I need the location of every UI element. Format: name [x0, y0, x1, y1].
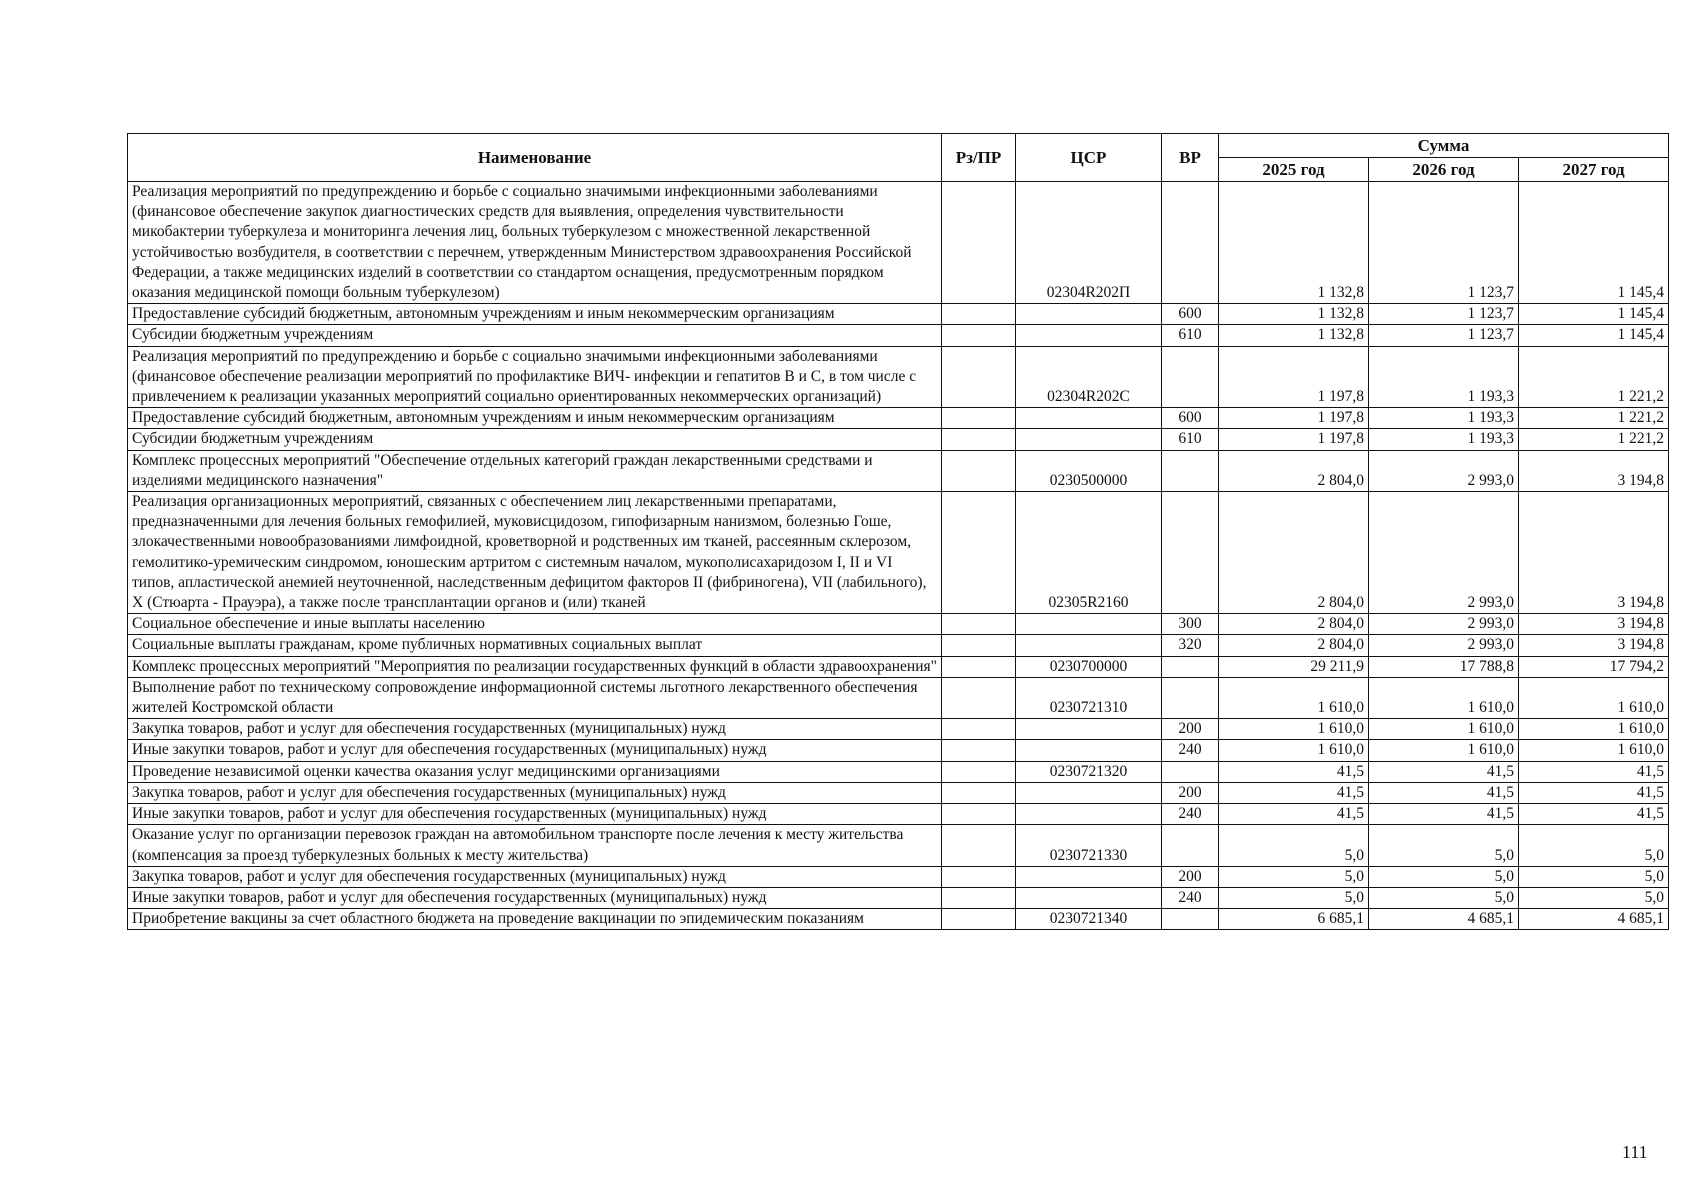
table-row [128, 909, 1669, 930]
table-row [128, 182, 1669, 304]
cell-name: Социальное обеспечение и иные выплаты населению [128, 614, 942, 635]
cell-2027: 1 145,4 [1519, 304, 1669, 325]
cell-csr [1016, 887, 1162, 908]
cell-vr [1162, 182, 1219, 304]
cell-vr: 600 [1162, 408, 1219, 429]
cell-name: Закупка товаров, работ и услуг для обеспечения государственных (муниципальных) нужд [128, 719, 942, 740]
cell-name: Проведение независимой оценки качества оказания услуг медицинскими организациями [128, 761, 942, 782]
cell-rzpr [942, 719, 1016, 740]
cell-2025: 1 610,0 [1219, 677, 1369, 718]
cell-csr [1016, 782, 1162, 803]
cell-2027: 3 194,8 [1519, 492, 1669, 614]
cell-csr [1016, 614, 1162, 635]
cell-vr: 240 [1162, 887, 1219, 908]
cell-csr: 0230721330 [1016, 825, 1162, 866]
cell-name: Комплекс процессных мероприятий "Обеспечение отдельных категорий граждан лекарственными средствами и изделиями медицинского назначения" [128, 450, 942, 491]
cell-vr: 240 [1162, 804, 1219, 825]
cell-2025: 1 132,8 [1219, 325, 1369, 346]
cell-rzpr [942, 656, 1016, 677]
cell-2027: 1 610,0 [1519, 677, 1669, 718]
cell-2025: 1 610,0 [1219, 719, 1369, 740]
cell-csr: 0230700000 [1016, 656, 1162, 677]
cell-csr [1016, 429, 1162, 450]
header-sum: Сумма [1219, 134, 1669, 158]
table-row [128, 492, 1669, 614]
cell-csr: 02304R202П [1016, 182, 1162, 304]
cell-2027: 1 610,0 [1519, 719, 1669, 740]
cell-2027: 41,5 [1519, 761, 1669, 782]
cell-2025: 2 804,0 [1219, 492, 1369, 614]
cell-name: Иные закупки товаров, работ и услуг для обеспечения государственных (муниципальных) нужд [128, 740, 942, 761]
cell-name: Иные закупки товаров, работ и услуг для обеспечения государственных (муниципальных) нужд [128, 804, 942, 825]
cell-rzpr [942, 866, 1016, 887]
table-row [128, 761, 1669, 782]
cell-rzpr [942, 304, 1016, 325]
cell-csr [1016, 635, 1162, 656]
cell-2025: 5,0 [1219, 825, 1369, 866]
page-number: 111 [1622, 1142, 1648, 1162]
cell-vr [1162, 492, 1219, 614]
cell-rzpr [942, 182, 1016, 304]
cell-2027: 1 221,2 [1519, 429, 1669, 450]
cell-vr: 240 [1162, 740, 1219, 761]
cell-2025: 1 197,8 [1219, 408, 1369, 429]
cell-csr: 0230721320 [1016, 761, 1162, 782]
cell-2027: 4 685,1 [1519, 909, 1669, 930]
table-row [128, 825, 1669, 866]
cell-2027: 1 145,4 [1519, 325, 1669, 346]
cell-2026: 41,5 [1369, 761, 1519, 782]
cell-rzpr [942, 740, 1016, 761]
cell-rzpr [942, 761, 1016, 782]
cell-2026: 4 685,1 [1369, 909, 1519, 930]
header-rzpr: Рз/ПР [942, 134, 1016, 182]
cell-name: Субсидии бюджетным учреждениям [128, 429, 942, 450]
cell-name: Субсидии бюджетным учреждениям [128, 325, 942, 346]
cell-2025: 2 804,0 [1219, 635, 1369, 656]
cell-csr: 02305R2160 [1016, 492, 1162, 614]
cell-csr [1016, 304, 1162, 325]
cell-rzpr [942, 614, 1016, 635]
cell-csr [1016, 719, 1162, 740]
cell-name: Реализация мероприятий по предупреждению и борьбе с социально значимыми инфекционными заболеваниями (финансовое обеспечение закупок диагностических средств для выявления, определения чувствительности микобактерии туберкулеза и мониторинга лечения лиц, больных туберкулезом с множественной лекарственной устойчивостью возбудителя, в соответствии с перечнем, утвержденным Министерством здравоохранения Российской Федерации, а также медицинских изделий в соответствии со стандартом оснащения, предусмотренным порядком оказания медицинской помощи больным туберкулезом) [128, 182, 942, 304]
cell-2025: 1 610,0 [1219, 740, 1369, 761]
cell-vr [1162, 656, 1219, 677]
header-year-2026: 2026 год [1369, 158, 1519, 182]
budget-table [127, 133, 1669, 930]
cell-name: Реализация мероприятий по предупреждению и борьбе с социально значимыми инфекционными заболеваниями (финансовое обеспечение реализации мероприятий по профилактике ВИЧ- инфекции и гепатитов В и С, в том числе с привлечением к реализации указанных мероприятий социально ориентированных некоммерческих организаций) [128, 346, 942, 408]
table-row [128, 887, 1669, 908]
cell-2027: 17 794,2 [1519, 656, 1669, 677]
table-row [128, 782, 1669, 803]
table-row [128, 866, 1669, 887]
cell-name: Комплекс процессных мероприятий "Мероприятия по реализации государственных функций в области здравоохранения" [128, 656, 942, 677]
cell-2026: 1 123,7 [1369, 304, 1519, 325]
cell-2025: 41,5 [1219, 782, 1369, 803]
cell-name: Предоставление субсидий бюджетным, автономным учреждениям и иным некоммерческим организациям [128, 304, 942, 325]
cell-vr: 200 [1162, 866, 1219, 887]
table-header [128, 134, 1669, 182]
cell-vr: 320 [1162, 635, 1219, 656]
cell-2026: 1 610,0 [1369, 677, 1519, 718]
cell-2025: 29 211,9 [1219, 656, 1369, 677]
cell-vr: 300 [1162, 614, 1219, 635]
cell-rzpr [942, 782, 1016, 803]
cell-2025: 41,5 [1219, 761, 1369, 782]
cell-rzpr [942, 887, 1016, 908]
cell-rzpr [942, 804, 1016, 825]
table-row [128, 719, 1669, 740]
header-year-2027: 2027 год [1519, 158, 1669, 182]
cell-csr: 0230721340 [1016, 909, 1162, 930]
cell-2027: 5,0 [1519, 887, 1669, 908]
cell-2027: 1 145,4 [1519, 182, 1669, 304]
cell-2025: 1 132,8 [1219, 304, 1369, 325]
cell-2025: 41,5 [1219, 804, 1369, 825]
cell-rzpr [942, 492, 1016, 614]
cell-2025: 1 197,8 [1219, 346, 1369, 408]
cell-vr: 610 [1162, 429, 1219, 450]
cell-csr: 0230721310 [1016, 677, 1162, 718]
table-row [128, 429, 1669, 450]
cell-name: Социальные выплаты гражданам, кроме публичных нормативных социальных выплат [128, 635, 942, 656]
cell-2027: 1 221,2 [1519, 346, 1669, 408]
cell-2026: 1 123,7 [1369, 182, 1519, 304]
cell-2025: 2 804,0 [1219, 450, 1369, 491]
table-row [128, 614, 1669, 635]
cell-vr: 200 [1162, 719, 1219, 740]
cell-2025: 1 132,8 [1219, 182, 1369, 304]
table-row [128, 677, 1669, 718]
cell-2026: 2 993,0 [1369, 614, 1519, 635]
cell-vr: 600 [1162, 304, 1219, 325]
table-row [128, 408, 1669, 429]
cell-rzpr [942, 677, 1016, 718]
cell-rzpr [942, 825, 1016, 866]
cell-name: Иные закупки товаров, работ и услуг для обеспечения государственных (муниципальных) нужд [128, 887, 942, 908]
cell-vr [1162, 450, 1219, 491]
cell-vr [1162, 909, 1219, 930]
cell-csr [1016, 325, 1162, 346]
cell-2025: 1 197,8 [1219, 429, 1369, 450]
cell-csr [1016, 740, 1162, 761]
cell-name: Приобретение вакцины за счет областного бюджета на проведение вакцинации по эпидемическим показаниям [128, 909, 942, 930]
cell-2025: 6 685,1 [1219, 909, 1369, 930]
cell-csr: 02304R202С [1016, 346, 1162, 408]
cell-2027: 5,0 [1519, 866, 1669, 887]
cell-2026: 1 610,0 [1369, 740, 1519, 761]
cell-2027: 5,0 [1519, 825, 1669, 866]
cell-2026: 1 193,3 [1369, 346, 1519, 408]
cell-rzpr [942, 450, 1016, 491]
cell-2027: 41,5 [1519, 804, 1669, 825]
cell-2026: 2 993,0 [1369, 450, 1519, 491]
cell-name: Закупка товаров, работ и услуг для обеспечения государственных (муниципальных) нужд [128, 782, 942, 803]
table-body [128, 182, 1669, 930]
cell-name: Предоставление субсидий бюджетным, автономным учреждениям и иным некоммерческим организациям [128, 408, 942, 429]
table-row [128, 656, 1669, 677]
cell-csr [1016, 408, 1162, 429]
cell-name: Закупка товаров, работ и услуг для обеспечения государственных (муниципальных) нужд [128, 866, 942, 887]
table-row [128, 804, 1669, 825]
cell-csr [1016, 804, 1162, 825]
cell-2026: 5,0 [1369, 825, 1519, 866]
cell-2027: 41,5 [1519, 782, 1669, 803]
table-row [128, 346, 1669, 408]
header-csr: ЦСР [1016, 134, 1162, 182]
cell-2026: 41,5 [1369, 804, 1519, 825]
cell-2027: 3 194,8 [1519, 635, 1669, 656]
table-row [128, 325, 1669, 346]
cell-name: Выполнение работ по техническому сопровождение информационной системы льготного лекарственного обеспечения жителей Костромской области [128, 677, 942, 718]
table-row [128, 304, 1669, 325]
cell-2025: 5,0 [1219, 887, 1369, 908]
cell-name: Реализация организационных мероприятий, связанных с обеспечением лиц лекарственными препаратами, предназначенными для лечения больных гемофилией, муковисцидозом, гипофизарным нанизмом, болезнью Гоше, злокачественными новообразованиями лимфоидной, кроветворной и родственных им тканей, рассеянным склерозом, гемолитико-уремическим синдромом, юношеским артритом с системным началом, мукополисахаридозом I, II и VI типов, апластической анемией неуточненной, наследственным дефицитом факторов II (фибриногена), VII (лабильного), X (Стюарта - Прауэра), а также после трансплантации органов и (или) тканей [128, 492, 942, 614]
cell-2026: 41,5 [1369, 782, 1519, 803]
cell-rzpr [942, 909, 1016, 930]
cell-2026: 1 123,7 [1369, 325, 1519, 346]
cell-2025: 5,0 [1219, 866, 1369, 887]
cell-vr: 200 [1162, 782, 1219, 803]
cell-rzpr [942, 408, 1016, 429]
table-row [128, 740, 1669, 761]
cell-2026: 1 610,0 [1369, 719, 1519, 740]
cell-2026: 1 193,3 [1369, 429, 1519, 450]
cell-2026: 5,0 [1369, 887, 1519, 908]
cell-csr: 0230500000 [1016, 450, 1162, 491]
cell-csr [1016, 866, 1162, 887]
cell-rzpr [942, 325, 1016, 346]
cell-2027: 1 221,2 [1519, 408, 1669, 429]
header-name: Наименование [128, 134, 942, 182]
cell-2026: 2 993,0 [1369, 492, 1519, 614]
cell-rzpr [942, 635, 1016, 656]
header-vr: ВР [1162, 134, 1219, 182]
cell-rzpr [942, 429, 1016, 450]
cell-vr [1162, 346, 1219, 408]
cell-2026: 5,0 [1369, 866, 1519, 887]
cell-rzpr [942, 346, 1016, 408]
cell-name: Оказание услуг по организации перевозок граждан на автомобильном транспорте после лечения к месту жительства (компенсация за проезд туберкулезных больных к месту жительства) [128, 825, 942, 866]
cell-vr: 610 [1162, 325, 1219, 346]
header-year-2025: 2025 год [1219, 158, 1369, 182]
table-row [128, 450, 1669, 491]
table-row [128, 635, 1669, 656]
cell-2025: 2 804,0 [1219, 614, 1369, 635]
cell-2027: 1 610,0 [1519, 740, 1669, 761]
cell-2027: 3 194,8 [1519, 450, 1669, 491]
cell-2026: 17 788,8 [1369, 656, 1519, 677]
cell-vr [1162, 761, 1219, 782]
cell-2026: 1 193,3 [1369, 408, 1519, 429]
cell-vr [1162, 677, 1219, 718]
cell-2026: 2 993,0 [1369, 635, 1519, 656]
cell-vr [1162, 825, 1219, 866]
cell-2027: 3 194,8 [1519, 614, 1669, 635]
